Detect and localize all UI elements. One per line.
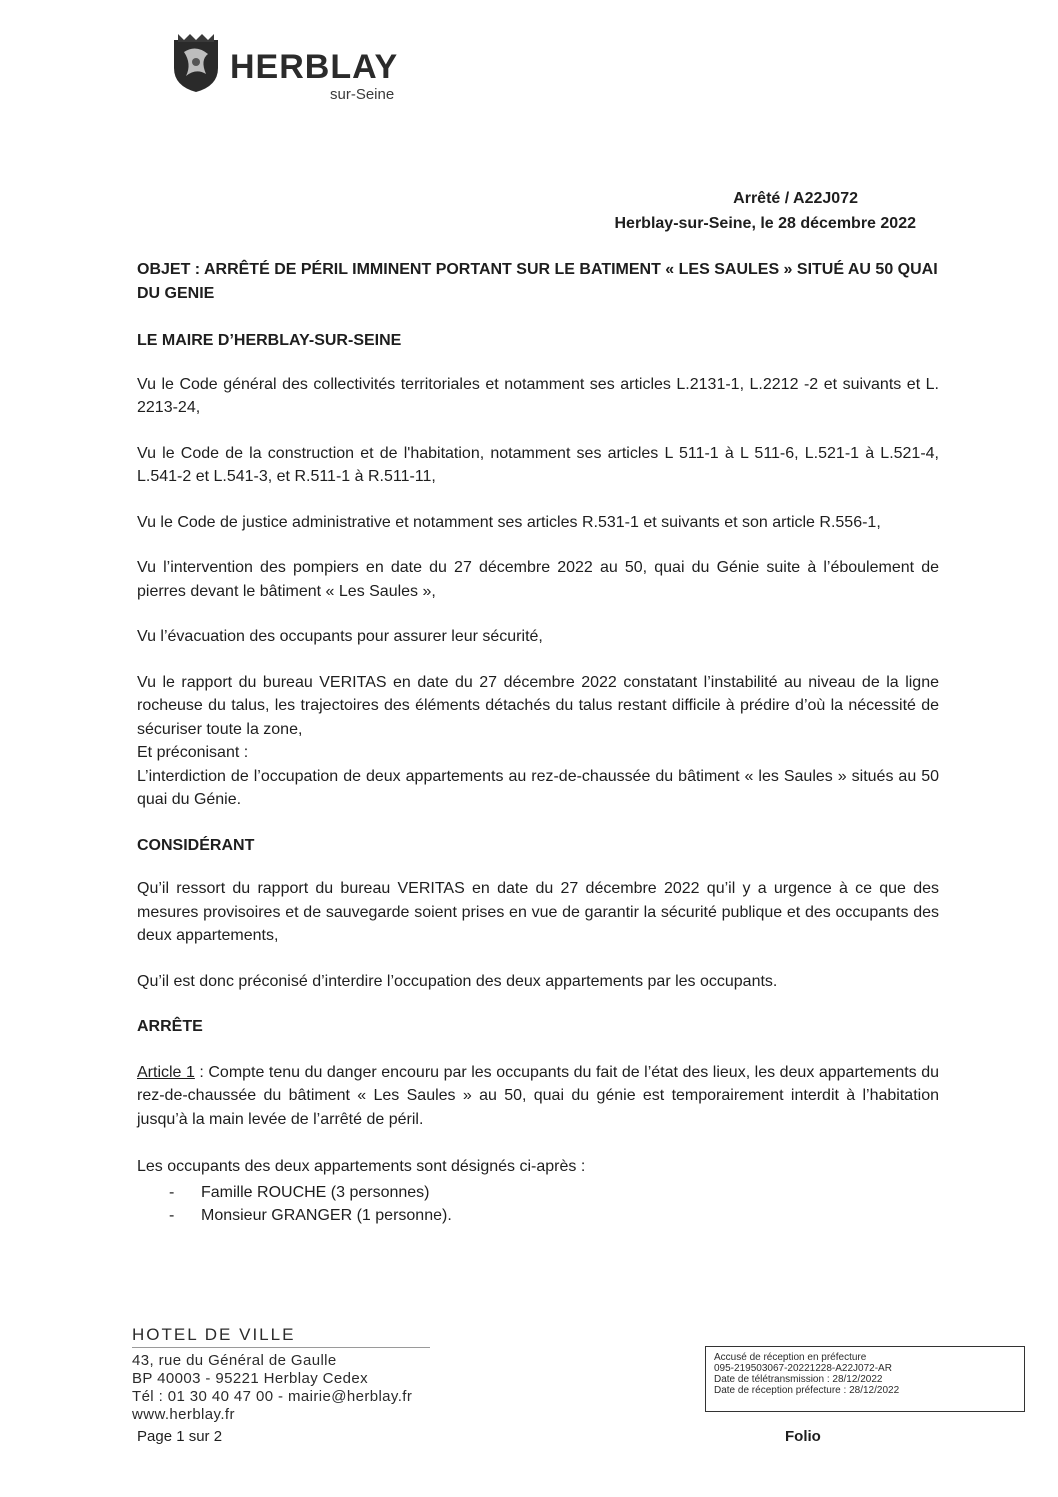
arrete-heading: ARRÊTE	[137, 1018, 203, 1035]
visa-paragraph: Vu le Code de justice administrative et notamment ses articles R.531-1 et suivants et son article R.556-1,	[137, 513, 881, 531]
footer-hotel-de-ville: HOTEL DE VILLE	[132, 1325, 296, 1344]
occupants-list	[137, 1181, 939, 1228]
list-item	[137, 1181, 939, 1205]
occupants-intro: Les occupants des deux appartements sont désignés ci-après :	[137, 1158, 586, 1175]
address-website: www.herblay.fr	[132, 1406, 235, 1423]
visa-paragraph: Vu le Code général des collectivités territoriales et notamment ses articles L.2131-1, L.2212 -2 et suivants et L. 2213-24,	[137, 375, 939, 416]
considerant-paragraph: Qu’il est donc préconisé d’interdire l’occupation des deux appartements par les occupants.	[137, 972, 778, 990]
dash-bullet: -	[169, 1183, 175, 1201]
receipt-line: Date de télétransmission : 28/12/2022	[714, 1374, 883, 1385]
visa-paragraph: Vu l’intervention des pompiers en date du 27 décembre 2022 au 50, quai du Génie suite à l’éboulement de pierres devant le bâtiment « Les Saules »,	[137, 559, 939, 600]
logo-wordmark: HERBLAY	[230, 48, 399, 86]
receipt-line: 095-219503067-20221228-A22J072-AR	[714, 1363, 892, 1374]
occupant-name: Famille ROUCHE (3 personnes)	[201, 1183, 430, 1201]
prefecture-receipt-box	[705, 1346, 1025, 1412]
decree-reference: Arrêté / A22J072	[733, 190, 858, 207]
folio-label: Folio	[785, 1428, 821, 1445]
visa-paragraph: Vu le Code de la construction et de l'habitation, notamment ses articles L 511-1 à L 511-6, L.521-1 à L.521-4, L.541-2 et L.541-3, et R.511-1 à R.511-11,	[137, 444, 939, 485]
receipt-line: Accusé de réception en préfecture	[714, 1352, 867, 1363]
considerant-heading: CONSIDÉRANT	[137, 836, 255, 854]
city-crest-icon	[170, 30, 222, 94]
place-and-date: Herblay-sur-Seine, le 28 décembre 2022	[614, 215, 916, 232]
list-item	[137, 1204, 939, 1228]
article-1-paragraph	[137, 1061, 939, 1132]
ban-paragraph: L’interdiction de l’occupation de deux appartements au rez-de-chaussée du bâtiment « les Saules » situés au 50 quai du Génie.	[137, 767, 939, 808]
address-line: 43, rue du Général de Gaulle	[132, 1352, 337, 1369]
city-logo	[170, 28, 410, 108]
object-title: OBJET : ARRÊTÉ DE PÉRIL IMMINENT PORTANT SUR LE BATIMENT « LES SAULES » SITUÉ AU 50 QUAI DU GENIE	[137, 261, 938, 302]
address-line: BP 40003 - 95221 Herblay Cedex	[132, 1370, 369, 1387]
receipt-line: Date de réception préfecture : 28/12/2022	[714, 1385, 900, 1396]
address-line: Tél : 01 30 40 47 00 - mairie@herblay.fr	[132, 1388, 413, 1405]
mayor-heading: LE MAIRE D’HERBLAY-SUR-SEINE	[137, 332, 402, 349]
page-number: Page 1 sur 2	[137, 1428, 223, 1445]
preconising-label: Et préconisant :	[137, 744, 249, 761]
visa-paragraph: Vu l’évacuation des occupants pour assurer leur sécurité,	[137, 628, 543, 645]
veritas-report-paragraph: Vu le rapport du bureau VERITAS en date du 27 décembre 2022 constatant l’instabilité au niveau de la ligne rocheuse du talus, les trajectoires des éléments détachés du talus restant difficile à prédire d’où la nécessité de sécuriser toute la zone,	[137, 673, 939, 738]
document-body	[137, 258, 939, 1228]
dash-bullet: -	[169, 1207, 175, 1224]
considerant-paragraph: Qu’il ressort du rapport du bureau VERITAS en date du 27 décembre 2022 qu’il y a urgence à ce que des mesures provisoires et de sauvegarde soient prises en vue de garantir la sécurité publique et des occupants des deux appartements,	[137, 880, 939, 944]
occupant-name: Monsieur GRANGER (1 personne).	[201, 1207, 452, 1224]
footer-address	[132, 1352, 412, 1424]
logo-subtitle: sur-Seine	[330, 86, 395, 103]
article-1-label: Article 1	[137, 1063, 195, 1081]
article-1-text: : Compte tenu du danger encouru par les occupants du fait de l’état des lieux, les deux appartements du rez-de-chaussée du bâtiment « Les Saules » au 50, quai du génie est temporairement interdit à l’habitation jusqu’à la main levée de l’arrêté de péril.	[137, 1063, 940, 1128]
footer-divider	[132, 1347, 430, 1348]
